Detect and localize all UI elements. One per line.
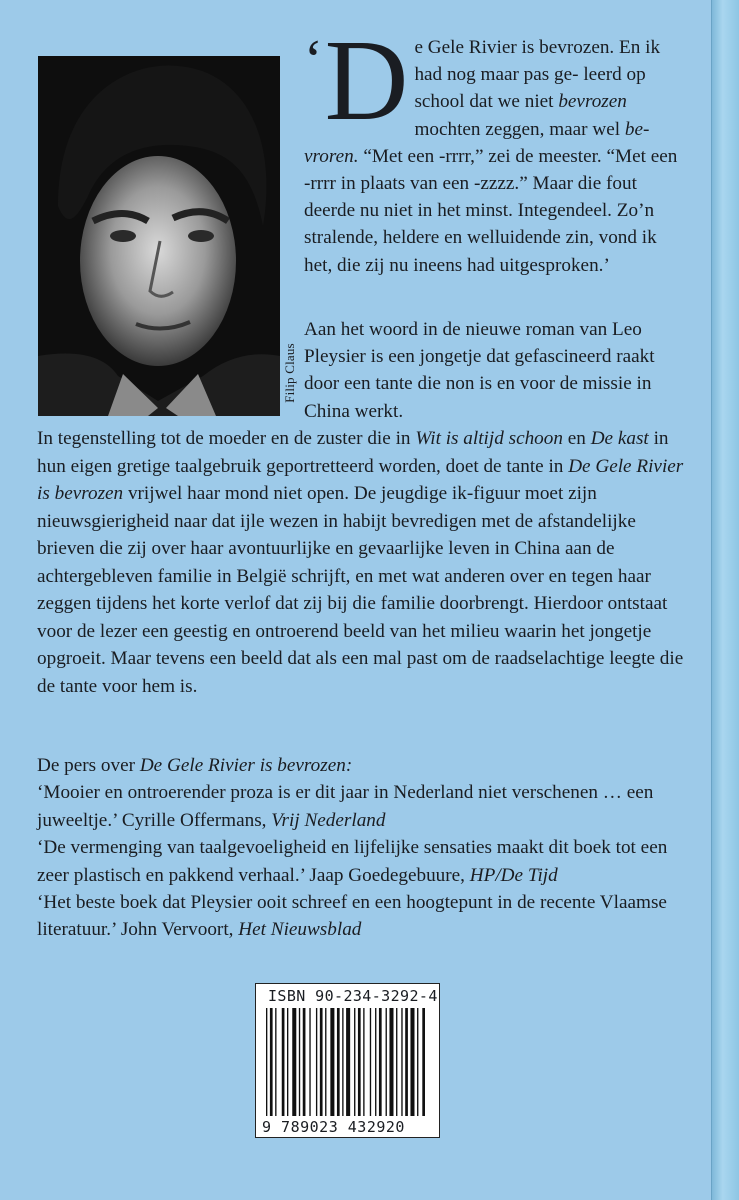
- review-quote: ‘Het beste boek dat Pleysier ooit schreef en een hoogtepunt in de recente Vlaamse literatuur.’ John Vervoort,: [37, 892, 667, 941]
- intro-paragraph: Aan het woord in de nieuwe roman van Leo Pleysier is een jongetje dat gefascineerd raakt door een tante die non is en voor de missie in China werkt.: [304, 319, 655, 422]
- quote-italic-2: be-vroren.: [304, 118, 650, 167]
- portrait-image: [38, 56, 280, 416]
- opening-quote: [304, 17, 680, 279]
- press-heading-prefix: De pers over: [37, 755, 140, 776]
- book-title-gele-rivier: De Gele Rivier is bevrozen: [37, 455, 684, 504]
- blurb-text-4: vrijwel haar mond niet open. De jeugdige ik-figuur moet zijn nieuwsgierigheid naar dat ijle wezen in habijt bevredigen met de afstandelijke brieven die zij over haar avontuurlijke en gevaarlijke leven in China aan de achtergebleven familie in België schrijft, en met wat anderen over en tegen haar zeggen tijdens het korte verlof dat zij bij die familie doorbrengt. Hierdoor ontstaat voor de lezer een geestig en ontroerend beeld van het milieu waarin het jongetje opgroeit. Maar tevens een beeld dat als een mal past om de raadselachtige leegte die de tante voor hem is.: [37, 483, 684, 697]
- author-photo: [38, 56, 280, 416]
- blurb-text-2: en: [562, 428, 591, 449]
- ean-number: 9 789023 432920: [262, 1118, 405, 1136]
- quote-line-3: leerd op school dat we niet: [414, 64, 646, 113]
- quote-mid: mochten zeggen, maar wel: [414, 118, 625, 140]
- blurb-text-3: in hun eigen gretige taalgebruik geportretteerd worden, doet de tante in: [37, 428, 669, 477]
- photo-credit: [283, 333, 297, 413]
- review-source: Vrij Nederland: [271, 809, 386, 831]
- open-quote-mark: ‘: [304, 29, 323, 91]
- press-review: [37, 889, 697, 944]
- drop-cap: D: [324, 17, 407, 145]
- review-quote: ‘Mooier en ontroerender proza is er dit jaar in Nederland niet verschenen … een juweeltje.’ Cyrille Offermans,: [37, 782, 654, 831]
- review-source: HP/De Tijd: [469, 864, 558, 886]
- quote-italic-1: bevrozen: [558, 91, 627, 113]
- review-source: Het Nieuwsblad: [238, 919, 362, 941]
- barcode-bars: [266, 1008, 431, 1116]
- press-heading: [37, 752, 697, 779]
- isbn-number: ISBN 90-234-3292-4: [268, 987, 438, 1005]
- quote-line-2: En ik had nog maar pas ge-: [414, 37, 661, 86]
- quote-rest: “Met een -rrrr,” zei de meester. “Met een -rrrr in plaats van een -zzzz.” Maar die fout deerde nu niet in het minst. Integendeel. Zo’n stralende, heldere en welluidende zin, vond ik het, die zij nu ineens had uitgesproken.’: [304, 145, 678, 276]
- press-heading-title: De Gele Rivier is bevrozen:: [139, 755, 353, 776]
- review-quote: ‘De vermenging van taalgevoeligheid en lijfelijke sensaties maakt dit boek tot een zeer plastisch en pakkend verhaal.’ Jaap Goedegebuure,: [37, 837, 668, 886]
- isbn-barcode: [255, 983, 440, 1138]
- blurb-paragraph: [37, 425, 697, 700]
- book-title-kast: De kast: [590, 428, 649, 449]
- book-title-wit: Wit is altijd schoon: [415, 428, 563, 449]
- press-section: [37, 752, 697, 944]
- press-review: [37, 779, 697, 834]
- press-review: [37, 834, 697, 889]
- book-spine-edge: [711, 0, 739, 1200]
- quote-line-1: e Gele Rivier is bevrozen.: [414, 37, 615, 58]
- blurb-text-1: In tegenstelling tot de moeder en de zuster die in: [37, 428, 416, 449]
- photo-credit-text: Filip Claus: [282, 343, 297, 403]
